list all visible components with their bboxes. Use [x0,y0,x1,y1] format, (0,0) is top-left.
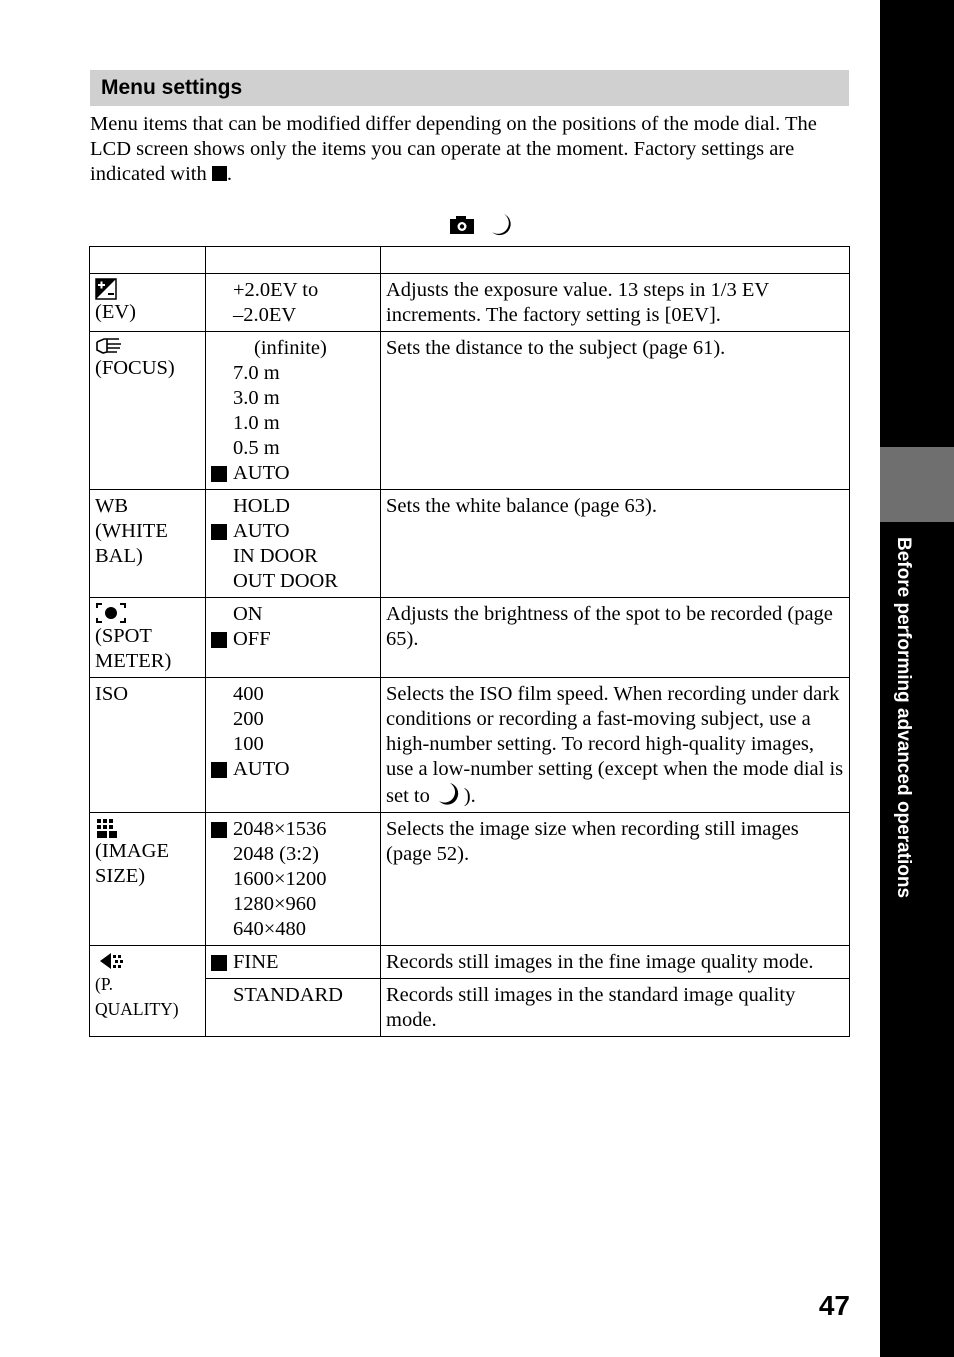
description-text-end: ). [463,785,476,807]
option: 1600×1200 [233,868,327,890]
option: +2.0EV to [233,279,319,301]
description-cell: Records still images in the fine image quality mode. [381,946,850,979]
quality-icon [95,950,127,972]
description-cell: Sets the white balance (page 63). [381,490,850,598]
options-cell [206,490,381,598]
description-cell: Adjusts the brightness of the spot to be recorded (page 65). [381,598,850,678]
mode-icons [448,212,518,238]
moon-icon [438,782,460,806]
item-cell [90,678,206,813]
option: OUT DOOR [233,570,338,592]
description-cell: Sets the distance to the subject (page 61). [381,332,850,490]
table-row [90,490,850,598]
intro-paragraph [90,112,850,187]
description-cell: Adjusts the exposure value. 13 steps in 1/3 EV increments. The factory setting is [0EV]. [381,274,850,332]
item-cell [90,946,206,1037]
description-cell [381,678,850,813]
option: HOLD [233,495,290,517]
item-label: METER) [95,650,172,672]
moon-icon [492,214,511,235]
option-default: AUTO [211,757,375,782]
table-row [90,946,850,979]
options-cell [206,274,381,332]
item-label: (P. QUALITY) [95,974,179,1019]
item-label: (FOCUS) [95,357,175,379]
table-row [90,332,850,490]
table-row [90,813,850,946]
item-label: SIZE) [95,865,146,887]
section-heading: Menu settings [90,70,849,106]
table-header-row [90,247,850,274]
spot-meter-icon [95,602,127,624]
image-size-icon [95,817,119,839]
item-cell [90,490,206,598]
item-cell [90,598,206,678]
option: 2048 (3:2) [233,843,319,865]
option: ON [233,603,263,625]
item-cell [90,332,206,490]
options-cell [206,813,381,946]
item-label: WB [95,495,129,517]
item-cell [90,813,206,946]
description-cell: Selects the image size when recording still images (page 52). [381,813,850,946]
item-label: (SPOT [95,625,152,647]
option-default: 2048×1536 [211,817,375,842]
description-text: Selects the ISO film speed. When recording under dark conditions or recording a fast-moving subject, use a high-number setting. To record high-quality images, use a low-number setting (except when the mode dial is set to [386,683,844,807]
option: 0.5 m [233,437,280,459]
camera-icon [450,216,474,234]
option-default: OFF [211,627,375,652]
option: 7.0 m [233,362,280,384]
option: IN DOOR [233,545,318,567]
item-label: (IMAGE [95,840,170,862]
option: 100 [233,733,264,755]
table-row [90,678,850,813]
option: (infinite) [254,337,327,359]
factory-setting-mark [212,166,227,181]
item-label: BAL) [95,545,143,567]
item-label: (WHITE [95,520,168,542]
option-default: FINE [211,950,375,975]
option: STANDARD [233,984,343,1006]
options-cell [206,946,381,979]
exposure-icon [95,278,117,300]
section-tab-marker [880,447,954,522]
option: –2.0EV [233,304,297,326]
option: 3.0 m [233,387,280,409]
option: 200 [233,708,264,730]
options-cell [206,678,381,813]
focus-hand-icon [95,336,125,356]
intro-end: . [226,163,232,185]
options-cell [206,979,381,1037]
intro-text: Menu items that can be modified differ depending on the positions of the mode dial. The LCD screen shows only the items you can operate at the moment. Factory settings are indicated with [90,113,817,185]
item-label: (EV) [95,301,136,323]
option: 640×480 [233,918,307,940]
table-row [90,598,850,678]
option: 1.0 m [233,412,280,434]
table-row [90,274,850,332]
item-label: ISO [95,683,129,705]
option: 1280×960 [233,893,317,915]
option-default: AUTO [211,519,375,544]
options-cell [206,332,381,490]
option: 400 [233,683,264,705]
item-cell [90,274,206,332]
description-cell: Records still images in the standard image quality mode. [381,979,850,1037]
option-default: AUTO [211,461,375,486]
options-cell [206,598,381,678]
menu-settings-table [89,246,850,1037]
page-number: 47 [818,1290,850,1321]
sidebar-section-title: Before performing advanced operations [893,537,914,899]
